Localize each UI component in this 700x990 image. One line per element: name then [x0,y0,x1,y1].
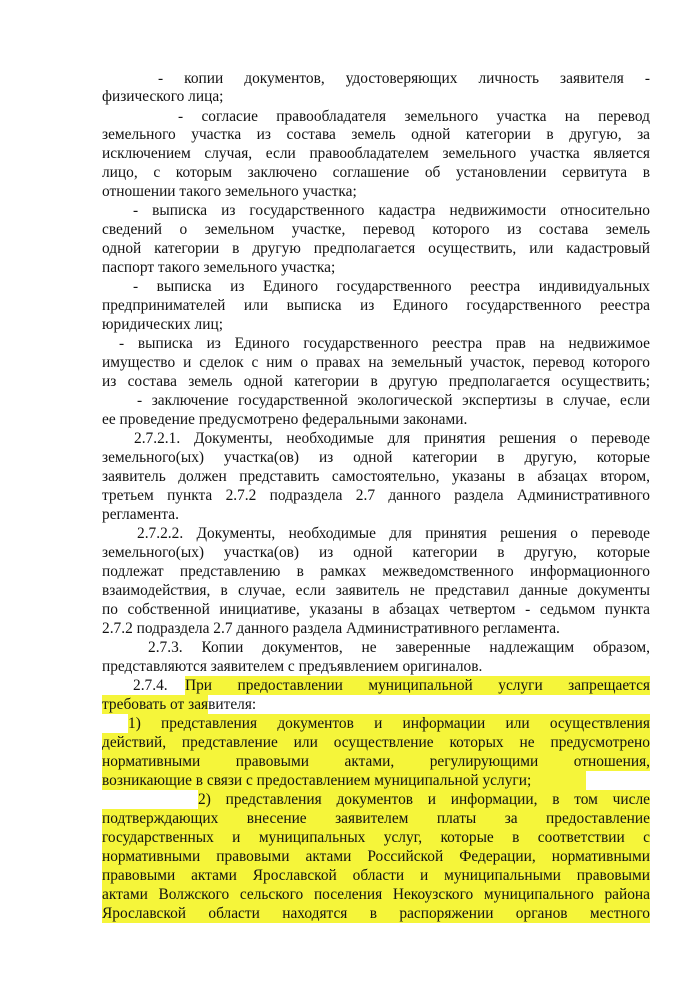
text-line: - копии документов, удостоверяющих личность заявителя - [158,70,650,87]
highlighted-text-line: возникающие в связи с предоставлением муниципальной услуги; [102,771,586,790]
highlighted-text-line: требовать от заявителя: [102,696,257,713]
text-line: 2.7.2 подраздела 2.7 данного раздела Административного регламента. [102,620,560,637]
text-line: представляются заявителем с предъявлением оригиналов. [102,658,483,675]
text-line: регламента. [102,506,179,523]
text-line: из состава земель одной категории в другую предполагается осуществить; [102,373,650,390]
text-line: ее проведение предусмотрено федеральными законами. [102,411,468,428]
text-line: исключением случая, если правообладателем земельного участка является [102,145,650,162]
highlighted-text-line: актами Волжского сельского поселения Некоузского муниципального района [102,886,650,903]
text-line: 2.7.2.1. Документы, необходимые для принятия решения о переводе [134,430,650,447]
highlighted-text-line: 1) представления документов и информации или осуществления [128,715,650,732]
highlighted-text-line: действий, представление или осуществление которых не предусмотрено [102,734,650,751]
highlighted-text-line: Ярославской области находятся в распоряжении органов местного [102,905,650,922]
text-line: подлежат представлению в рамках межведомственного информационного [102,563,650,580]
highlighted-text-line: нормативными правовыми актами, регулирующими отношения, [102,753,650,770]
text-line: предпринимателей или выписка из Единого государственного реестра [102,297,650,314]
text-line: одной категории в другую предполагается осуществить, или кадастровый [102,240,650,257]
text-line: физического лица; [102,88,224,105]
text-line: третьем пункта 2.7.2 подраздела 2.7 данного раздела Административного [102,487,650,504]
text-line: - выписка из Единого государственного реестра индивидуальных [133,278,650,295]
text-line: земельного участка из состава земель одной категории в другую, за [102,126,650,143]
highlighted-text-line: нормативными правовыми актами Российской Федерации, нормативными [102,848,650,865]
text-line: земельного(ых) участка(ов) из одной категории в другую, которые [102,544,650,561]
text-line: паспорт такого земельного участка; [102,259,336,276]
highlighted-text-line: правовыми актами Ярославской области и муниципальными правовыми [102,867,650,884]
highlighted-text-line: подтверждающих внесение заявителем платы за предоставление [102,810,650,827]
highlighted-text: При предоставлении муниципальной услуги запрещается [185,677,650,694]
text-line: земельного(ых) участка(ов) из одной категории в другую, которые [102,449,650,466]
text-line: - выписка из Единого государственного реестра прав на недвижимое [119,335,650,352]
text-line: - согласие правообладателя земельного участка на перевод [178,108,650,125]
paragraph-number: 2.7.4. [133,677,168,694]
text-line: отношении такого земельного участка; [102,183,357,200]
text-line: сведений о земельном участке, перевод которого из состава земель [102,221,650,238]
text-line: заявитель должен представить самостоятельно, указаны в абзацах втором, [102,468,650,485]
paragraph-274-first-line [133,676,650,695]
highlighted-text-line: 2) представления документов и информации, в том числе [198,791,650,808]
text-line: 2.7.3. Копии документов, не заверенные надлежащим образом, [148,639,650,656]
text-line: по собственной инициативе, указаны в абзацах четвертом - седьмом пункта [102,601,650,618]
highlighted-text-line: государственных и муниципальных услуг, которые в соответствии с [102,829,650,846]
text-line: - заключение государственной экологической экспертизы в случае, если [137,392,650,409]
text-line: имущество и сделок с ним о правах на земельный участок, перевод которого [102,354,650,371]
text-line: юридических лиц; [102,316,223,333]
text-line: взаимодействия, в случае, если заявитель не представил данные документы [102,582,650,599]
text-line: 2.7.2.2. Документы, необходимые для принятия решения о переводе [137,525,650,542]
text-line: - выписка из государственного кадастра недвижимости относительно [133,202,650,219]
text-line: лицо, с которым заключено соглашение об установлении сервитута в [102,164,650,181]
